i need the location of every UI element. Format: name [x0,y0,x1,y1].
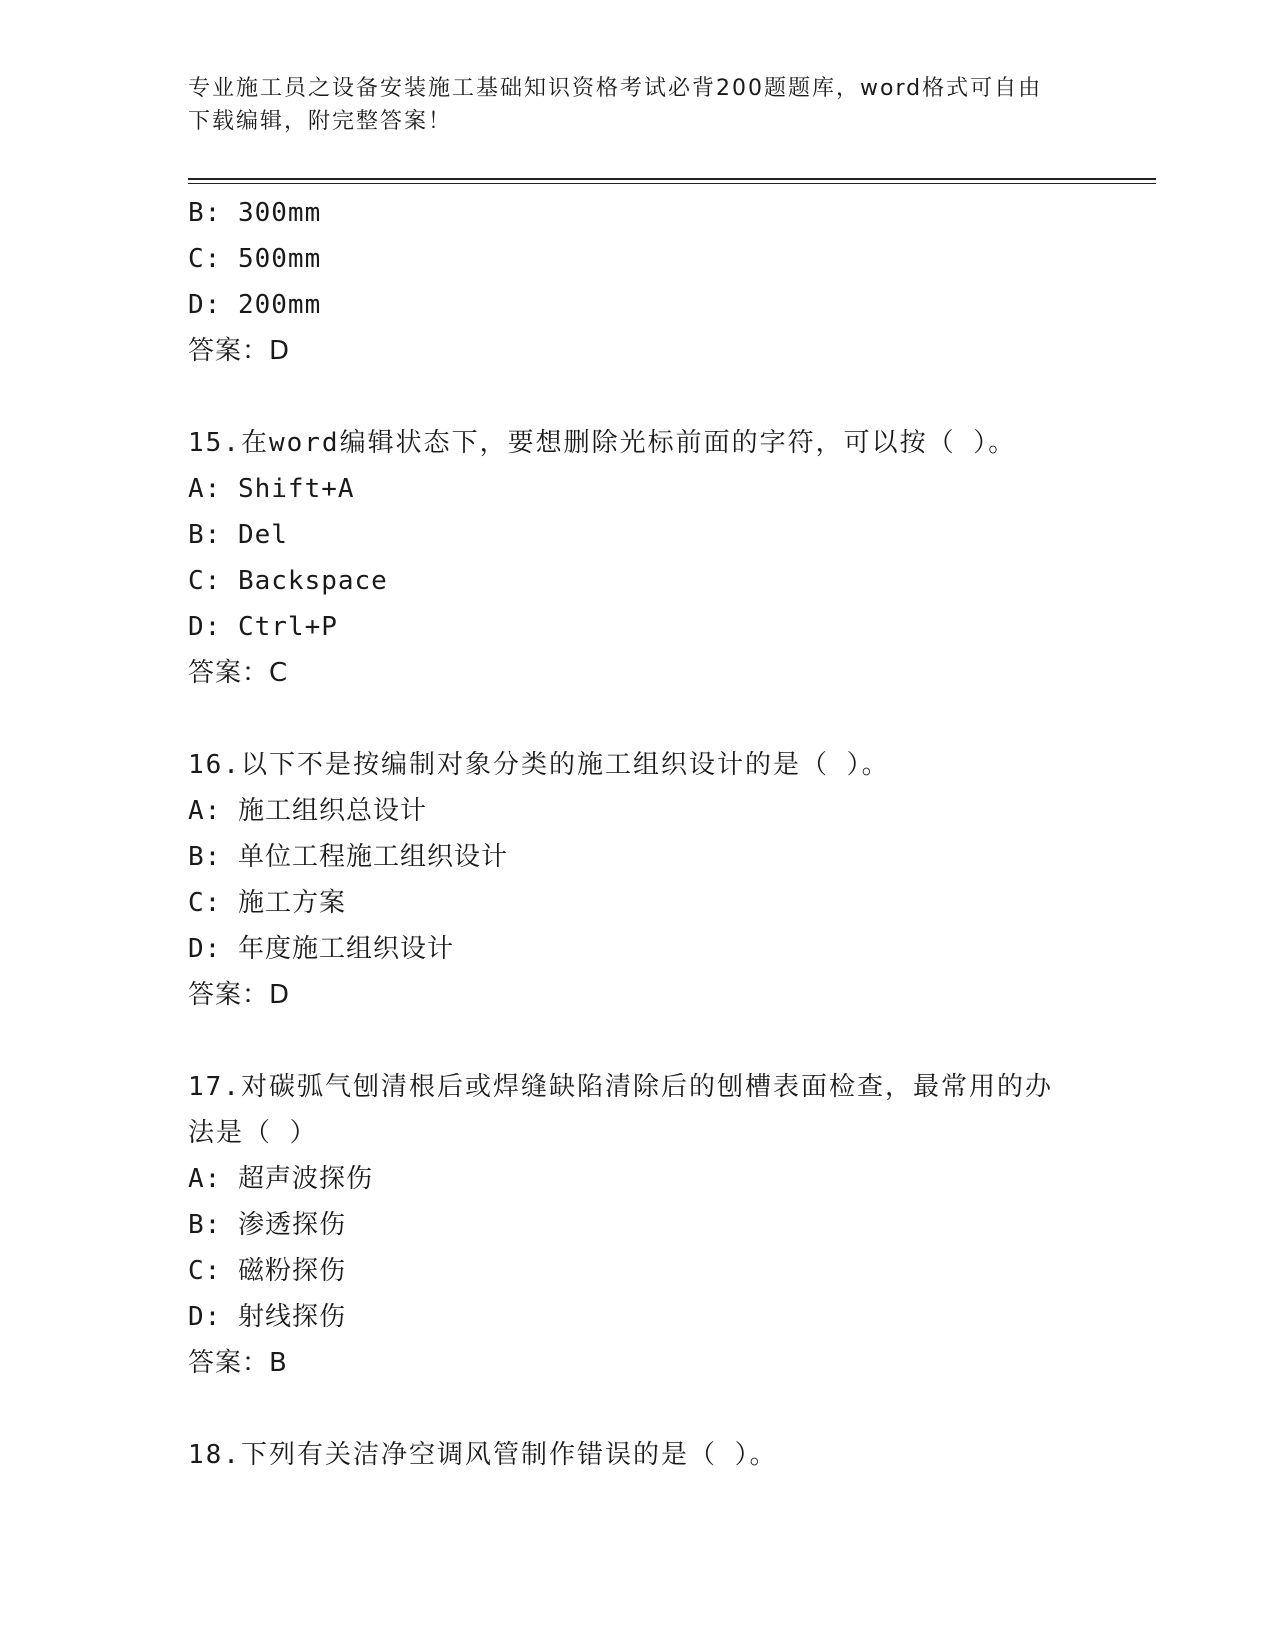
question-list [188,190,1088,1478]
answer: 答案：D [188,336,291,366]
answer: 答案：C [188,658,289,688]
option-c: C: 500mm [188,244,322,274]
option-c: C: Backspace [188,566,388,596]
option-c: C: 磁粉探伤 [188,1256,346,1286]
document-header [188,72,1088,138]
option-d: D: 200mm [188,290,322,320]
option-b: B: 300mm [188,198,322,228]
option-b: B: 单位工程施工组织设计 [188,842,508,872]
option-a: A: 超声波探伤 [188,1164,373,1194]
option-a: A: Shift+A [188,474,355,504]
question-text-line-1: 17.对碳弧气刨清根后或焊缝缺陷清除后的刨槽表面检查，最常用的办 [188,1072,1053,1102]
header-line-2: 下载编辑，附完整答案！ [188,109,453,134]
question-16 [188,742,1088,1018]
header-rule [188,178,1156,184]
question-18 [188,1432,1088,1478]
question-text: 18.下列有关洁净空调风管制作错误的是（ ）。 [188,1440,778,1470]
option-b: B: 渗透探伤 [188,1210,346,1240]
question-text-line-2: 法是（ ） [188,1118,318,1148]
option-a: A: 施工组织总设计 [188,796,427,826]
answer: 答案：D [188,980,291,1010]
option-d: D: Ctrl+P [188,612,338,642]
question-14 [188,190,1088,374]
header-line-1: 专业施工员之设备安装施工基础知识资格考试必背200题题库，word格式可自由 [188,76,1043,101]
answer: 答案：B [188,1348,288,1378]
option-d: D: 射线探伤 [188,1302,346,1332]
question-text: 15.在word编辑状态下，要想删除光标前面的字符，可以按（ ）。 [188,428,1017,458]
option-d: D: 年度施工组织设计 [188,934,454,964]
option-b: B: Del [188,520,288,550]
question-17 [188,1064,1088,1386]
option-c: C: 施工方案 [188,888,346,918]
question-text: 16.以下不是按编制对象分类的施工组织设计的是（ ）。 [188,750,890,780]
question-15 [188,420,1088,696]
